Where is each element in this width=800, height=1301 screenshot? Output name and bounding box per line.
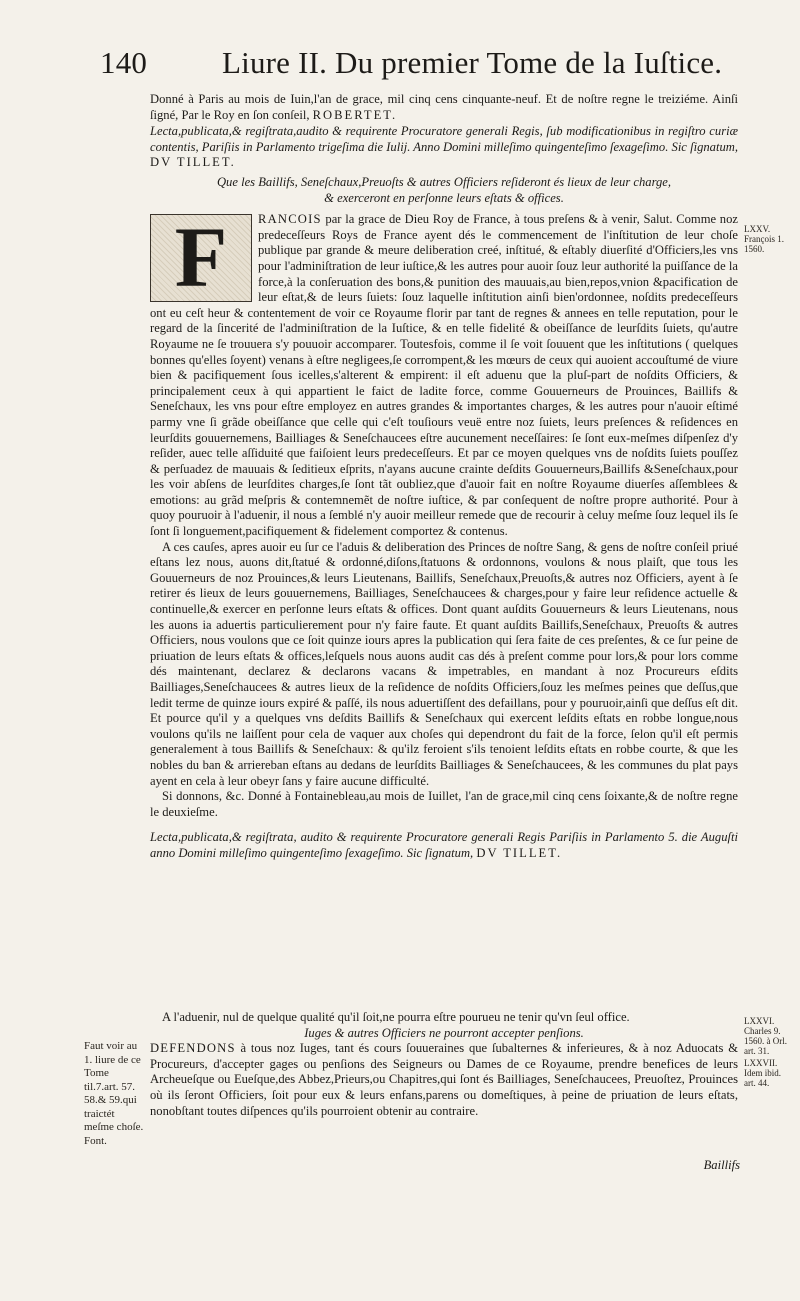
- margin-note-75: LXXV. François 1. 1560.: [744, 224, 784, 254]
- opening-paragraph: Donné à Paris au mois de Iuin,l'an de grace, mil cinq cens cinquante-neuf. Et de noſtre regne le treiziéme. Ainſi ſigné, Par le Roy en ſon conſeil, ROBERTET.: [150, 92, 738, 122]
- margin-note-76: LXXVI. Charles 9. 1560. à Orl. art. 31.: [744, 1016, 787, 1056]
- opening-block: [150, 92, 738, 171]
- opening-signature: ROBERTET.: [312, 107, 398, 122]
- margin-note-77: LXXVII. Idem ibid. art. 44.: [744, 1058, 781, 1088]
- section-2-title: Iuges & autres Officiers ne pourront accepter penſions.: [304, 1025, 584, 1040]
- section-1-latin: Lecta,publicata,& regiſtrata, audito & requirente Procuratore generali Regis Pariſiis in Parlamento 5. die Auguſti anno Domini milleſimo quingenteſimo ſexageſimo. Sic ſignatum, DV TILLET.: [150, 830, 738, 860]
- first-word: RANCOIS: [258, 212, 322, 227]
- section-1-body-3: Si donnons, &c. Donné à Fontainebleau,au mois de Iuillet, l'an de grace,mil cinq cens ſoixante,& de noſtre regne le deuxieſme.: [150, 789, 738, 819]
- section-1-latin-signature: DV TILLET.: [476, 845, 563, 860]
- decorated-initial: F: [150, 214, 252, 302]
- page-number: 140: [100, 45, 148, 80]
- page-header: [100, 45, 723, 80]
- section-1-body-2: A ces cauſes, apres auoir eu ſur ce l'aduis & deliberation des Princes de noſtre Sang, & gens de noſtre conſeil priué eſtans lez nous, auons dit,ſtatué & ordonné,diſons,ſtatuons & ordonnons, voulons & nous plaiſt, que tous les Gouuerneurs de noz Prouinces,& leurs Lieutenans, Baillifs, Seneſchaux,Preuoſts,& autres noz Officiers, ayent à ſe retirer és lieux de leurs gouuernemens, Bailliages, Seneſchaucees & charges,pour y faire leur reſidence actuelle & continuelle,& exercer en perſonne leurs eſtats & offices. Dont quant auſdits Gouuerneurs & leurs Lieutenans, nous les auons ia aduertis particulierement pour n'y faire faute. Et quant auſdits Baillifs,Seneſchaux, Preuoſts & autres Officiers, nous voulons que ce ſoit quinze iours apres la publication qui ſera faite de ces preſentes, & ce ſur peine de priuation de leurs eſtats & offices,leſquels nous auons audit cas dés à preſent comme pour lors,& pour lors comme dés maintenant, declarez & declarons vacans & impetrables, en mandant à noz Procureurs eſdits Bailliages,Seneſchaucees & autres lieux de la reſidence de noſdits Officiers,ſouz les meſmes peines que deſſus,que ledit terme de quinze iours expiré & paſſé, ils nous aduertiſſent des defaillans, pour y pouruoir,ainſi que deſſus eſt dit. Et pource qu'il y a quelques vns deſdits Baillifs & Seneſchaux qui exercent leſdits eſtats en robbe longue,nous voulons qu'ils ne laiſſent pour cela de vaquer aux choſes qui dependront du fait de la force, ſelon qu'il eſt permis generalement à tous Baillifs & Seneſchaux: & qu'ilz feroient s'ils tenoient leſdits eſtats en robbe courte, & que les nobles du ban & arriereban eſtans au dedans de leurſdits Bailliages & Seneſchaucees, & les communes du plat pays ayent en cela à leur obeyr ſans y faire aucune difficulté.: [150, 539, 738, 788]
- section-2: [150, 1010, 738, 1119]
- margin-note-left: Faut voir au 1. liure de ce Tome til.7.art. 57. 58.& 59.qui traictét meſme choſe. Font.: [84, 1040, 144, 1147]
- opening-latin-signature: DV TILLET.: [150, 155, 236, 170]
- section-2-intro: A l'aduenir, nul de quelque qualité qu'il ſoit,ne pourra eſtre pourueu ne tenir qu'vn ſeul office.: [162, 1010, 630, 1024]
- section-1: [150, 175, 738, 862]
- section-1-title-1: Que les Baillifs, Seneſchaux,Preuoſts & autres Officiers reſideront és lieux de leur charge,: [216, 175, 672, 189]
- catchword: Baillifs: [703, 1158, 740, 1172]
- running-title: Liure II. Du premier Tome de la Iuſtice.: [222, 45, 723, 80]
- section-1-body-1: F RANCOIS par la grace de Dieu Roy de France, à tous preſens & à venir, Salut. Comme noz predeceſſeurs Roys de France ayent dés le commencement de l'inſtitution de leur choſe publique par grande & meure deliberation creé, inſtitué, & eſtably diuerſité d'Officiers,les vns pour l'adminiſtration de leur iuſtice,& les autres pour auoir ſouz leur authorité la puiſſance de la force,à la conſeruation des bons,& punition des mauuais,au bien,repos,vnion &pacification de leur eſtat,& de leurs ſuiets: ſouz laquelle inſtitution ainſi bien'ordonnee, noſdits predeceſſeurs ont eu ceſt heur & contentement de voir ce Royaume florir par tant de regnes & annees en telle reputation, pour le regard de la ſincerité de l'adminiſtration de la Iuſtice, & en telle fidelité & obeiſſance de leurſdits ſuiets, qu'autre Royaume ne ſe trouuera s'y pouuoir accomparer. Toutesfois, comme il ſe voit ſouuent que les inſtitutions ( quelques bonnes qu'elles ſoyent) venans à eſtre negligees,ſe corrompent,& les mœurs de ceux qui auoient accouſtumé de viure bien & pacifiquement ſous icelles,s'alterent & empirent: il eſt aduenu que la pluſ-part de noſdits Officiers, & principalement ceux à qui appartient le faict de ladite force, comme Gouuerneurs de Prouinces, Baillifs & Seneſchaux, les vns pour eſtre employez en autres grandes & importantes charges, & les autres pour n'auoir eſtimé parmy vne ſi grãde obeiſſance que celle qui c'eſt touſiours veuë entre noz ſuiets, leurs preſences & reſidences en leurſdits gouuernemens, Bailliages & Seneſchaucees eſtre aucunement neceſſaires: ſe ſont eux-meſmes diſpenſez d'y reſider, auec telle aſſiduité que faiſoient leurs predeceſſeurs. Et par ce moyen quelques vns de noſdits ſuiets pouſſez & perſuadez de mauuais & ſeditieux eſprits, n'ayans aucune crainte deſdits Gouuerneurs,Baillifs &Seneſchaux,pour les voir abſens de leurſdites charges,ſe ſont tãt oubliez,que d'auoir fait en noſtre Royaume diuerſes aſſemblees & emotions: au grãd meſpris & contemnemẽt de noſtre iuſtice, & par conſequent de noſtre propre authorité. Pour à quoy pouruoir à l'aduenir, il nous a ſemblé n'y auoir meilleur remede que de recourir à celuy meſme ſouz lequel ils ſe ſont ſi longuement,pacifiquement & fidelement comportez & contenus.: [150, 209, 738, 539]
- section-2-first-word: DEFENDONS: [150, 1041, 236, 1056]
- section-1-title-2: & exerceront en perſonne leurs eſtats & offices.: [324, 190, 564, 205]
- section-2-body: DEFENDONS à tous noz Iuges, tant és cours ſouueraines que ſubalternes & inferieures, & à noz Aduocats & Procureurs, d'accepter gages ou penſions des Seigneurs ou Dames de ce Royaume, prendre benefices de leurs Archeueſque ou Eueſque,des Abbez,Prieurs,ou Chapitres,qui ſont és Bailliages, Seneſchaucees, Preuoſtez, Prouinces où ils ſeront Officiers, ſoit pour eux & leurs enfans,parens ou domeſtiques, à peine de priuation de leurs eſtats, nonobſtant toutes diſpences qu'ils pourroient obtenir au contraire.: [150, 1041, 738, 1118]
- opening-latin: Lecta,publicata,& regiſtrata,audito & requirente Procuratore generali Regis, ſub modificationibus in regiſtro curiæ contentis, Pariſiis in Parlamento trigeſima die Iulij. Anno Domini milleſimo quingenteſimo ſexageſimo. Sic ſignatum, DV TILLET.: [150, 124, 738, 170]
